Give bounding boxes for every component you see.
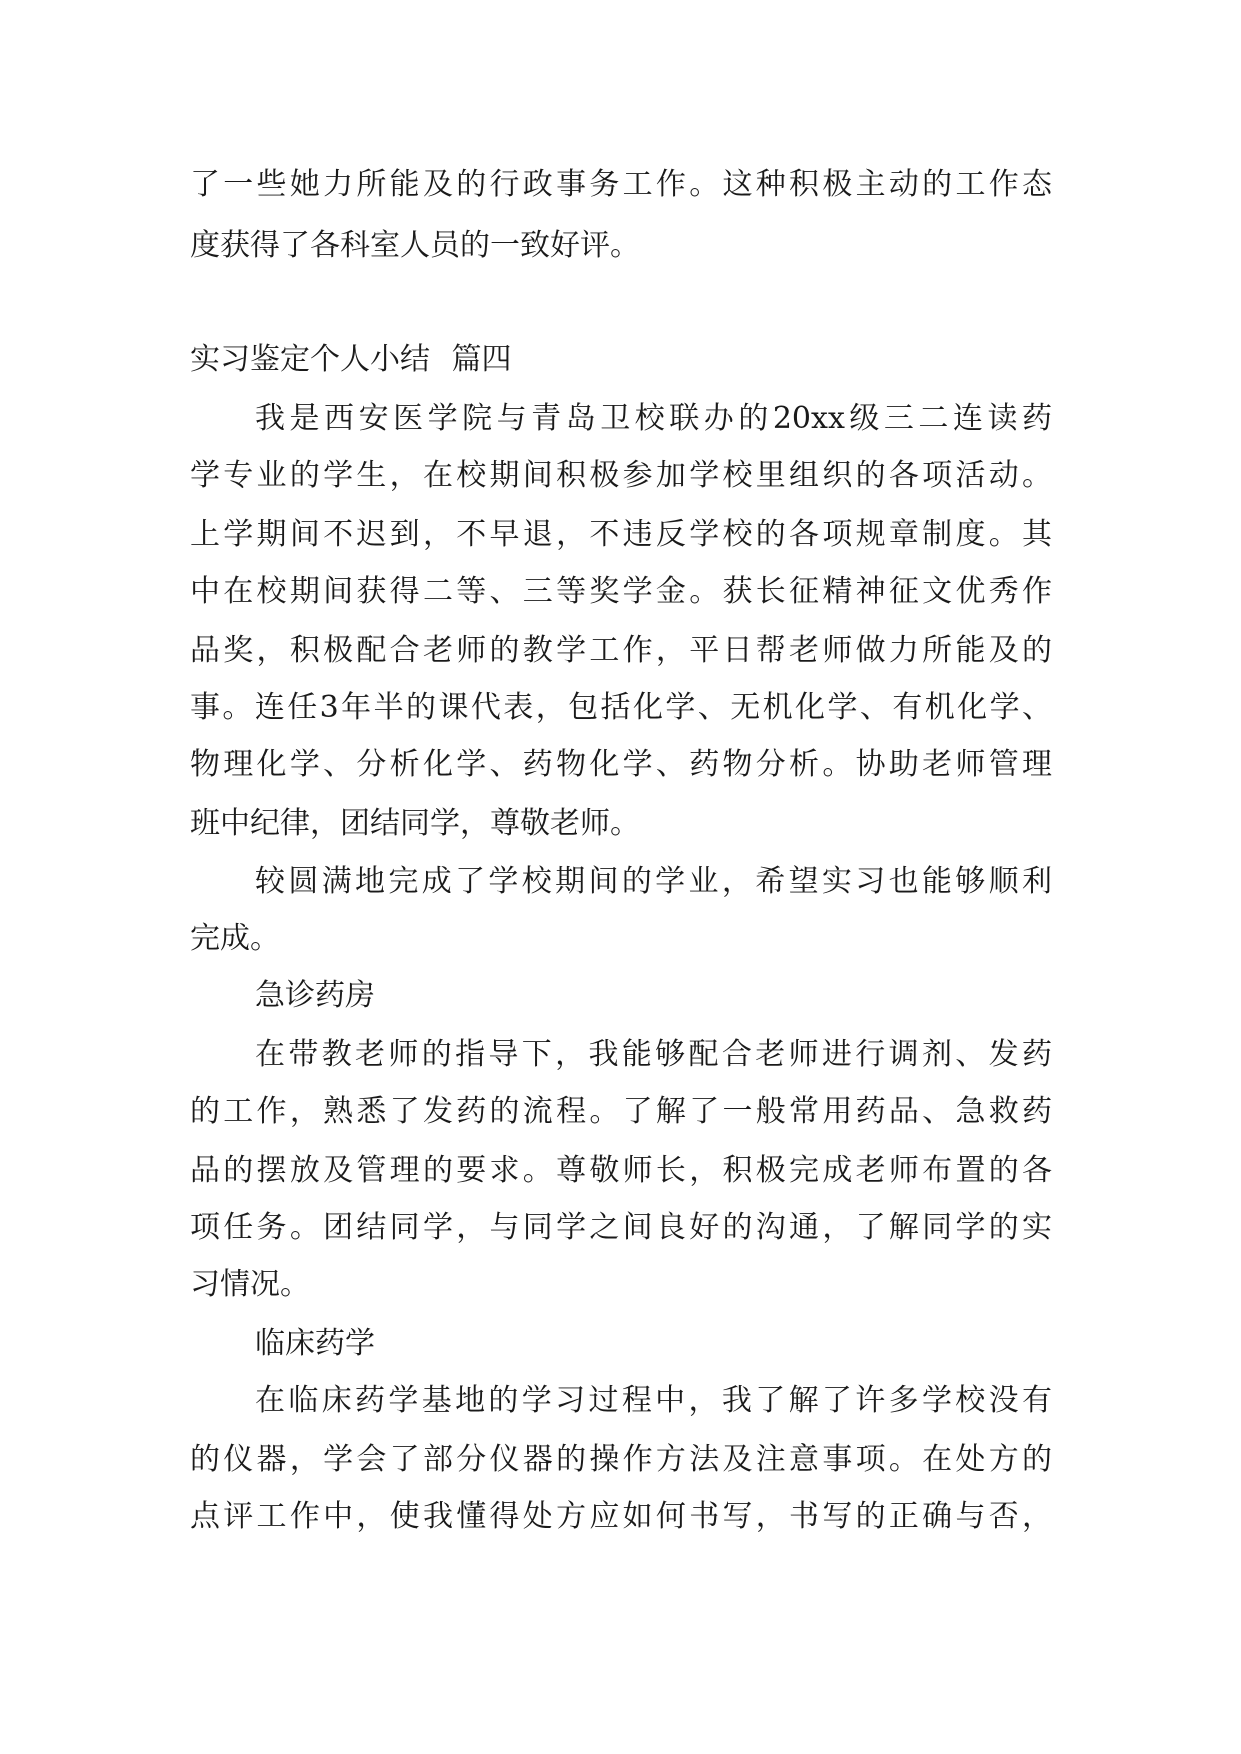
paragraph-line: 班中纪律，团结同学，尊敬老师。	[190, 806, 640, 841]
paragraph-line: 点评工作中，使我懂得处方应如何书写，书写的正确与否，	[190, 1499, 1052, 1534]
paragraph-line: 学专业的学生，在校期间积极参加学校里组织的各项活动。	[190, 458, 1052, 493]
paragraph-line: 事。连任3年半的课代表，包括化学、无机化学、有机化学、	[190, 690, 1052, 725]
paragraph-line: 在临床药学基地的学习过程中，我了解了许多学校没有	[255, 1383, 1052, 1418]
subheading: 急诊药房	[255, 978, 375, 1013]
paragraph-line: 物理化学、分析化学、药物化学、药物分析。协助老师管理	[190, 747, 1052, 782]
section-heading: 实习鉴定个人小结 篇四	[190, 342, 512, 377]
subheading: 临床药学	[255, 1326, 375, 1361]
paragraph-line: 我是西安医学院与青岛卫校联办的20xx级三二连读药	[255, 401, 1052, 436]
paragraph-line: 品的摆放及管理的要求。尊敬师长，积极完成老师布置的各	[190, 1153, 1052, 1188]
paragraph-line: 上学期间不迟到，不早退，不违反学校的各项规章制度。其	[190, 517, 1052, 552]
paragraph-line: 项任务。团结同学，与同学之间良好的沟通，了解同学的实	[190, 1210, 1052, 1245]
paragraph-line: 在带教老师的指导下，我能够配合老师进行调剂、发药	[255, 1037, 1052, 1072]
paragraph-line: 品奖，积极配合老师的教学工作，平日帮老师做力所能及的	[190, 633, 1052, 668]
paragraph-line: 较圆满地完成了学校期间的学业，希望实习也能够顺利	[255, 864, 1052, 899]
paragraph-line: 度获得了各科室人员的一致好评。	[190, 228, 640, 263]
paragraph-line: 的工作，熟悉了发药的流程。了解了一般常用药品、急救药	[190, 1094, 1052, 1129]
paragraph-line: 了一些她力所能及的行政事务工作。这种积极主动的工作态	[190, 167, 1052, 202]
paragraph-line: 完成。	[190, 921, 280, 956]
paragraph-line: 的仪器，学会了部分仪器的操作方法及注意事项。在处方的	[190, 1442, 1052, 1477]
paragraph-line: 中在校期间获得二等、三等奖学金。获长征精神征文优秀作	[190, 574, 1052, 609]
paragraph-line: 习情况。	[190, 1267, 310, 1302]
